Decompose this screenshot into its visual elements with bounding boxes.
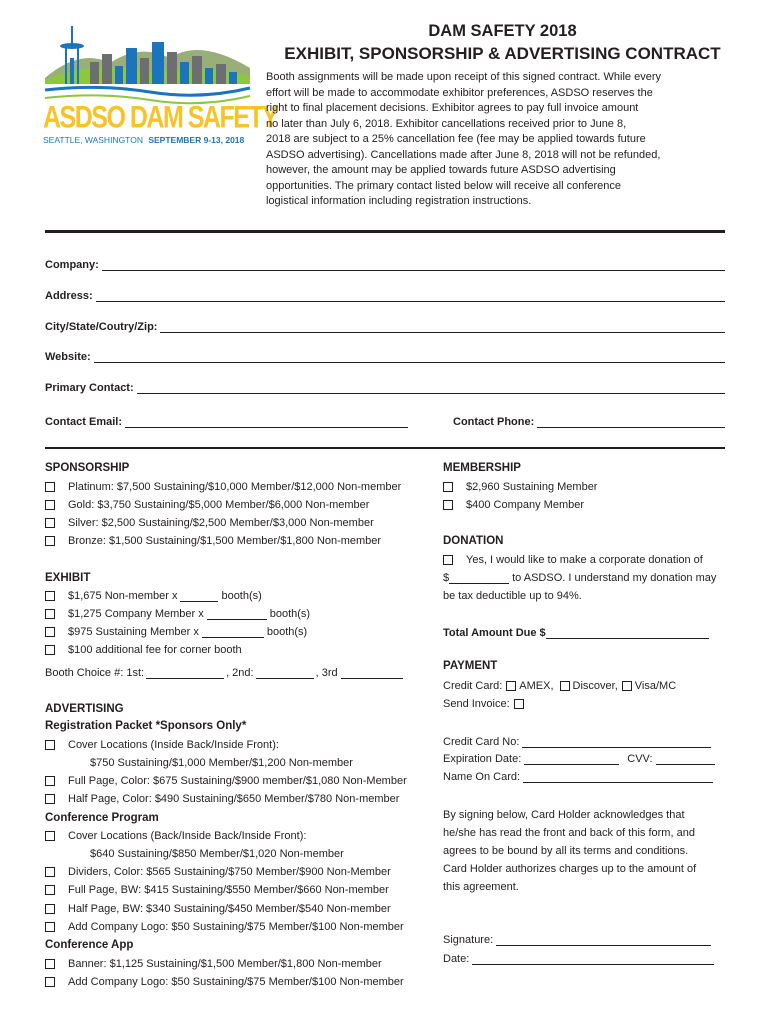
contact-phone-field[interactable] <box>453 415 725 428</box>
contact-email-field[interactable] <box>45 415 408 428</box>
credit-card-options: Credit Card: AMEX, Discover, Visa/MC <box>443 680 677 692</box>
top-divider <box>45 230 725 233</box>
intro-line: 2018 are subject to a 25% cancellation fee (fee may be applied towards future <box>266 133 646 145</box>
ad-option[interactable]: Full Page, Color: $675 Sustaining/$900 member/$1,080 Non-Member <box>45 775 407 787</box>
checkbox[interactable] <box>443 500 453 510</box>
date-input[interactable] <box>472 952 714 965</box>
exhibit-option[interactable]: $975 Sustaining Member x booth(s) <box>45 626 307 638</box>
address-field[interactable] <box>45 289 725 302</box>
booth-count-input[interactable] <box>207 608 267 620</box>
exhibit-option[interactable]: $100 additional fee for corner booth <box>45 644 242 656</box>
checkbox[interactable] <box>45 776 55 786</box>
registration-packet-heading: Registration Packet *Sponsors Only* <box>45 720 247 732</box>
checkbox[interactable] <box>45 500 55 510</box>
title-line-2: EXHIBIT, SPONSORSHIP & ADVERTISING CONTRACT <box>284 44 721 63</box>
checkbox[interactable] <box>45 904 55 914</box>
checkbox[interactable] <box>45 536 55 546</box>
city-input[interactable] <box>160 320 725 333</box>
checkbox[interactable] <box>443 555 453 565</box>
sponsorship-option[interactable]: Silver: $2,500 Sustaining/$2,500 Member/$3,000 Non-member <box>45 517 374 529</box>
ad-option[interactable]: Dividers, Color: $565 Sustaining/$750 Member/$900 Non-Member <box>45 866 391 878</box>
checkbox[interactable] <box>45 609 55 619</box>
sponsorship-option[interactable]: Bronze: $1,500 Sustaining/$1,500 Member/$1,800 Non-member <box>45 535 381 547</box>
checkbox[interactable] <box>45 518 55 528</box>
city-field[interactable] <box>45 320 725 333</box>
credit-card-number-input[interactable] <box>522 735 711 748</box>
intro-line: no later than July 6, 2018. Exhibitor cancellations received prior to June 8, <box>266 117 627 130</box>
name-on-card-field[interactable]: Name On Card: <box>443 770 713 783</box>
cvv-input[interactable] <box>656 752 715 765</box>
visa-checkbox[interactable] <box>622 681 632 691</box>
membership-heading: MEMBERSHIP <box>443 462 521 474</box>
primary-contact-label: Primary Contact: <box>45 382 134 394</box>
name-on-card-input[interactable] <box>523 770 713 783</box>
ad-price: $750 Sustaining/$1,000 Member/$1,200 Non-member <box>90 757 353 769</box>
address-label: Address: <box>45 290 93 302</box>
ad-option[interactable]: Add Company Logo: $50 Sustaining/$75 Member/$100 Non-member <box>45 976 404 988</box>
seattle-skyline-icon <box>40 18 255 108</box>
intro-line: ASDSO advertising). Cancellations made after June 8, 2018 will not be refunded, <box>266 148 661 161</box>
discover-checkbox[interactable] <box>560 681 570 691</box>
logo-org-text: ASDSO DAM SAFETY <box>43 100 278 135</box>
exhibit-option[interactable]: $1,275 Company Member x booth(s) <box>45 608 310 620</box>
exhibit-heading: EXHIBIT <box>45 572 91 584</box>
total-amount-input[interactable] <box>546 626 709 639</box>
membership-option[interactable]: $400 Company Member <box>443 499 584 511</box>
checkbox[interactable] <box>45 922 55 932</box>
conference-program-heading: Conference Program <box>45 812 159 824</box>
primary-contact-input[interactable] <box>137 381 725 394</box>
logo-dates: SEPTEMBER 9-13, 2018 <box>148 135 245 145</box>
intro-line: Booth assignments will be made upon receipt of this signed contract. While every <box>266 71 661 83</box>
donation-amount[interactable]: $ to ASDSO. I understand my donation may <box>443 572 717 584</box>
checkbox[interactable] <box>45 885 55 895</box>
intro-line: right to final placement decisions. Exhibitor agrees to pay full invoice amount <box>266 102 639 114</box>
company-input[interactable] <box>102 258 725 271</box>
contact-email-label: Contact Email: <box>45 416 123 428</box>
ad-option[interactable]: Cover Locations (Inside Back/Inside Front): <box>45 739 279 751</box>
expiration-date-field[interactable]: Expiration Date: CVV: <box>443 752 715 765</box>
website-label: Website: <box>45 351 91 363</box>
address-input[interactable] <box>96 289 725 302</box>
booth-choice[interactable]: Booth Choice #: 1st: , 2nd: , 3rd <box>45 667 403 679</box>
donation-note: be tax deductible up to 94%. <box>443 590 582 602</box>
amex-checkbox[interactable] <box>506 681 516 691</box>
donation-option[interactable]: Yes, I would like to make a corporate donation of <box>443 554 703 566</box>
mid-divider <box>45 447 725 449</box>
contact-phone-label: Contact Phone: <box>453 416 535 428</box>
payment-heading: PAYMENT <box>443 660 498 672</box>
sponsorship-heading: SPONSORSHIP <box>45 462 130 474</box>
intro-paragraph <box>266 70 726 210</box>
ad-option[interactable]: Half Page, Color: $490 Sustaining/$650 Member/$780 Non-member <box>45 793 399 805</box>
ad-option[interactable]: Banner: $1,125 Sustaining/$1,500 Member/$1,800 Non-member <box>45 958 382 970</box>
checkbox[interactable] <box>45 959 55 969</box>
sponsorship-option[interactable]: Platinum: $7,500 Sustaining/$10,000 Member/$12,000 Non-member <box>45 481 401 493</box>
logo-location: SEATTLE, WASHINGTON <box>43 135 143 145</box>
total-amount-field[interactable] <box>443 626 709 639</box>
company-field[interactable] <box>45 258 725 271</box>
booth-count-input[interactable] <box>180 590 218 602</box>
signature-field[interactable]: Signature: <box>443 933 711 946</box>
city-label: City/State/Coutry/Zip: <box>45 321 158 333</box>
checkbox[interactable] <box>45 740 55 750</box>
checkbox[interactable] <box>45 627 55 637</box>
ad-option[interactable]: Full Page, BW: $415 Sustaining/$550 Member/$660 Non-member <box>45 884 389 896</box>
intro-line: logistical information including registration instructions. <box>266 195 532 207</box>
donation-heading: DONATION <box>443 535 504 547</box>
booth-choice-2-input[interactable] <box>256 667 314 679</box>
title-line-1: DAM SAFETY 2018 <box>428 22 577 40</box>
primary-contact-field[interactable] <box>45 381 725 394</box>
membership-option[interactable]: $2,960 Sustaining Member <box>443 481 597 493</box>
send-invoice-option: Send Invoice: <box>443 698 537 710</box>
date-field[interactable]: Date: <box>443 952 714 965</box>
intro-line: opportunities. The primary contact listed below will receive all conference <box>266 179 622 192</box>
checkbox[interactable] <box>45 645 55 655</box>
contact-email-input[interactable] <box>125 415 408 428</box>
booth-choice-3-input[interactable] <box>341 667 403 679</box>
ad-price: $640 Sustaining/$850 Member/$1,020 Non-member <box>90 848 344 860</box>
checkbox[interactable] <box>45 482 55 492</box>
donation-amount-input[interactable] <box>449 572 509 584</box>
checkbox[interactable] <box>45 977 55 987</box>
ad-option[interactable]: Cover Locations (Back/Inside Back/Inside Front): <box>45 830 306 842</box>
booth-choice-1-input[interactable] <box>146 667 224 679</box>
advertising-heading: ADVERTISING <box>45 703 124 715</box>
asdso-logo <box>40 18 278 148</box>
contact-phone-input[interactable] <box>537 415 725 428</box>
website-field[interactable] <box>45 350 725 363</box>
signature-input[interactable] <box>496 933 711 946</box>
booth-count-input[interactable] <box>202 626 264 638</box>
cardholder-agreement: By signing below, Card Holder acknowledges that he/she has read the front and back of this form, and agrees to be bound by all its terms and conditions. Card Holder authorizes charges up to the amount of this agreement. <box>443 809 697 893</box>
company-label: Company: <box>45 259 99 271</box>
intro-line: however, the amount may be applied towards future ASDSO advertising <box>266 164 616 176</box>
ad-option[interactable]: Add Company Logo: $50 Sustaining/$75 Member/$100 Non-member <box>45 921 404 933</box>
checkbox[interactable] <box>45 794 55 804</box>
checkbox[interactable] <box>443 482 453 492</box>
checkbox[interactable] <box>45 591 55 601</box>
sponsorship-option[interactable]: Gold: $3,750 Sustaining/$5,000 Member/$6,000 Non-member <box>45 499 369 511</box>
expiration-date-input[interactable] <box>524 752 619 765</box>
checkbox[interactable] <box>45 831 55 841</box>
conference-app-heading: Conference App <box>45 939 134 951</box>
intro-line: effort will be made to accommodate exhibitor preferences, ASDSO reserves the <box>266 86 653 99</box>
send-invoice-checkbox[interactable] <box>514 699 524 709</box>
website-input[interactable] <box>94 350 725 363</box>
credit-card-number-field[interactable]: Credit Card No: <box>443 735 711 748</box>
checkbox[interactable] <box>45 867 55 877</box>
total-amount-label: Total Amount Due $ <box>443 627 546 639</box>
ad-option[interactable]: Half Page, BW: $340 Sustaining/$450 Member/$540 Non-member <box>45 903 391 915</box>
exhibit-option[interactable]: $1,675 Non-member x booth(s) <box>45 590 262 602</box>
